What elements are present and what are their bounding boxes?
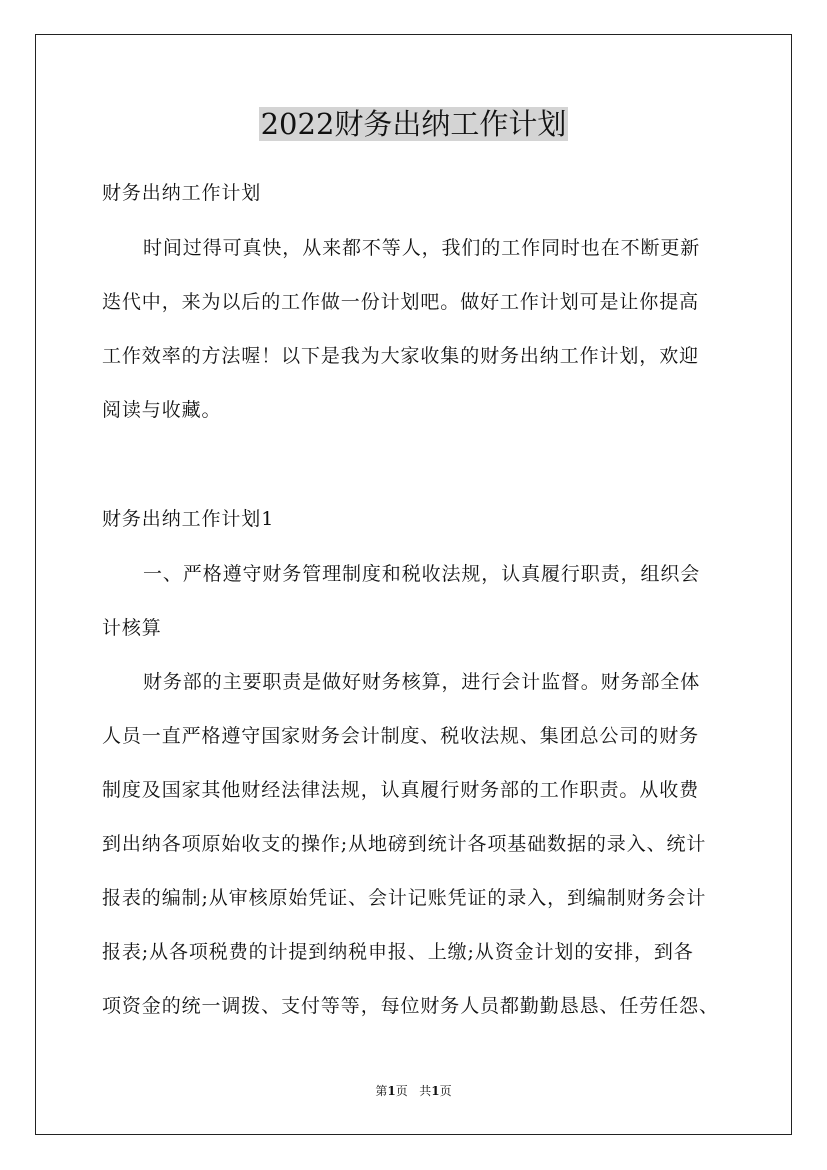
paragraph-line: 财务部的主要职责是做好财务核算，进行会计监督。财务部全体: [143, 671, 701, 693]
paragraph-line: 制度及国家其他财经法律法规，认真履行财务部的工作职责。从收费: [102, 779, 700, 801]
document-title: [0, 104, 827, 144]
footer-total-suffix: 页: [439, 1084, 452, 1098]
footer-total-number: 1: [431, 1084, 440, 1098]
paragraph-line: 阅读与收藏。: [102, 399, 222, 421]
footer-page-prefix: 第: [375, 1084, 388, 1098]
paragraph-line: 人员一直严格遵守国家财务会计制度、税收法规、集团总公司的财务: [102, 725, 700, 747]
paragraph-line: 报表;从各项税费的计提到纳税申报、上缴;从资金计划的安排，到各: [102, 941, 694, 963]
paragraph-line: 项资金的统一调拨、支付等等，每位财务人员都勤勤恳恳、任劳任怨、: [102, 995, 719, 1017]
paragraph-line: 报表的编制;从审核原始凭证、会计记账凭证的录入，到编制财务会计: [102, 887, 707, 909]
paragraph-line: 到出纳各项原始收支的操作;从地磅到统计各项基础数据的录入、统计: [102, 833, 707, 855]
paragraph-line: 计核算: [102, 617, 162, 639]
paragraph-line: 工作效率的方法喔！以下是我为大家收集的财务出纳工作计划，欢迎: [102, 345, 700, 367]
page-footer: [0, 1083, 827, 1099]
paragraph-line: 一、严格遵守财务管理制度和税收法规，认真履行职责，组织会: [143, 563, 701, 585]
paragraph-line: 时间过得可真快，从来都不等人，我们的工作同时也在不断更新: [143, 237, 701, 259]
footer-page-suffix: 页: [395, 1084, 408, 1098]
section-heading: 财务出纳工作计划1: [102, 508, 275, 530]
footer-total-prefix: 共: [419, 1084, 432, 1098]
paragraph-line: 迭代中，来为以后的工作做一份计划吧。做好工作计划可是让你提高: [102, 291, 700, 313]
footer-page-number: 1: [387, 1084, 396, 1098]
document-title-text: 2022财务出纳工作计划: [260, 107, 567, 141]
section-heading: 财务出纳工作计划: [102, 182, 262, 204]
